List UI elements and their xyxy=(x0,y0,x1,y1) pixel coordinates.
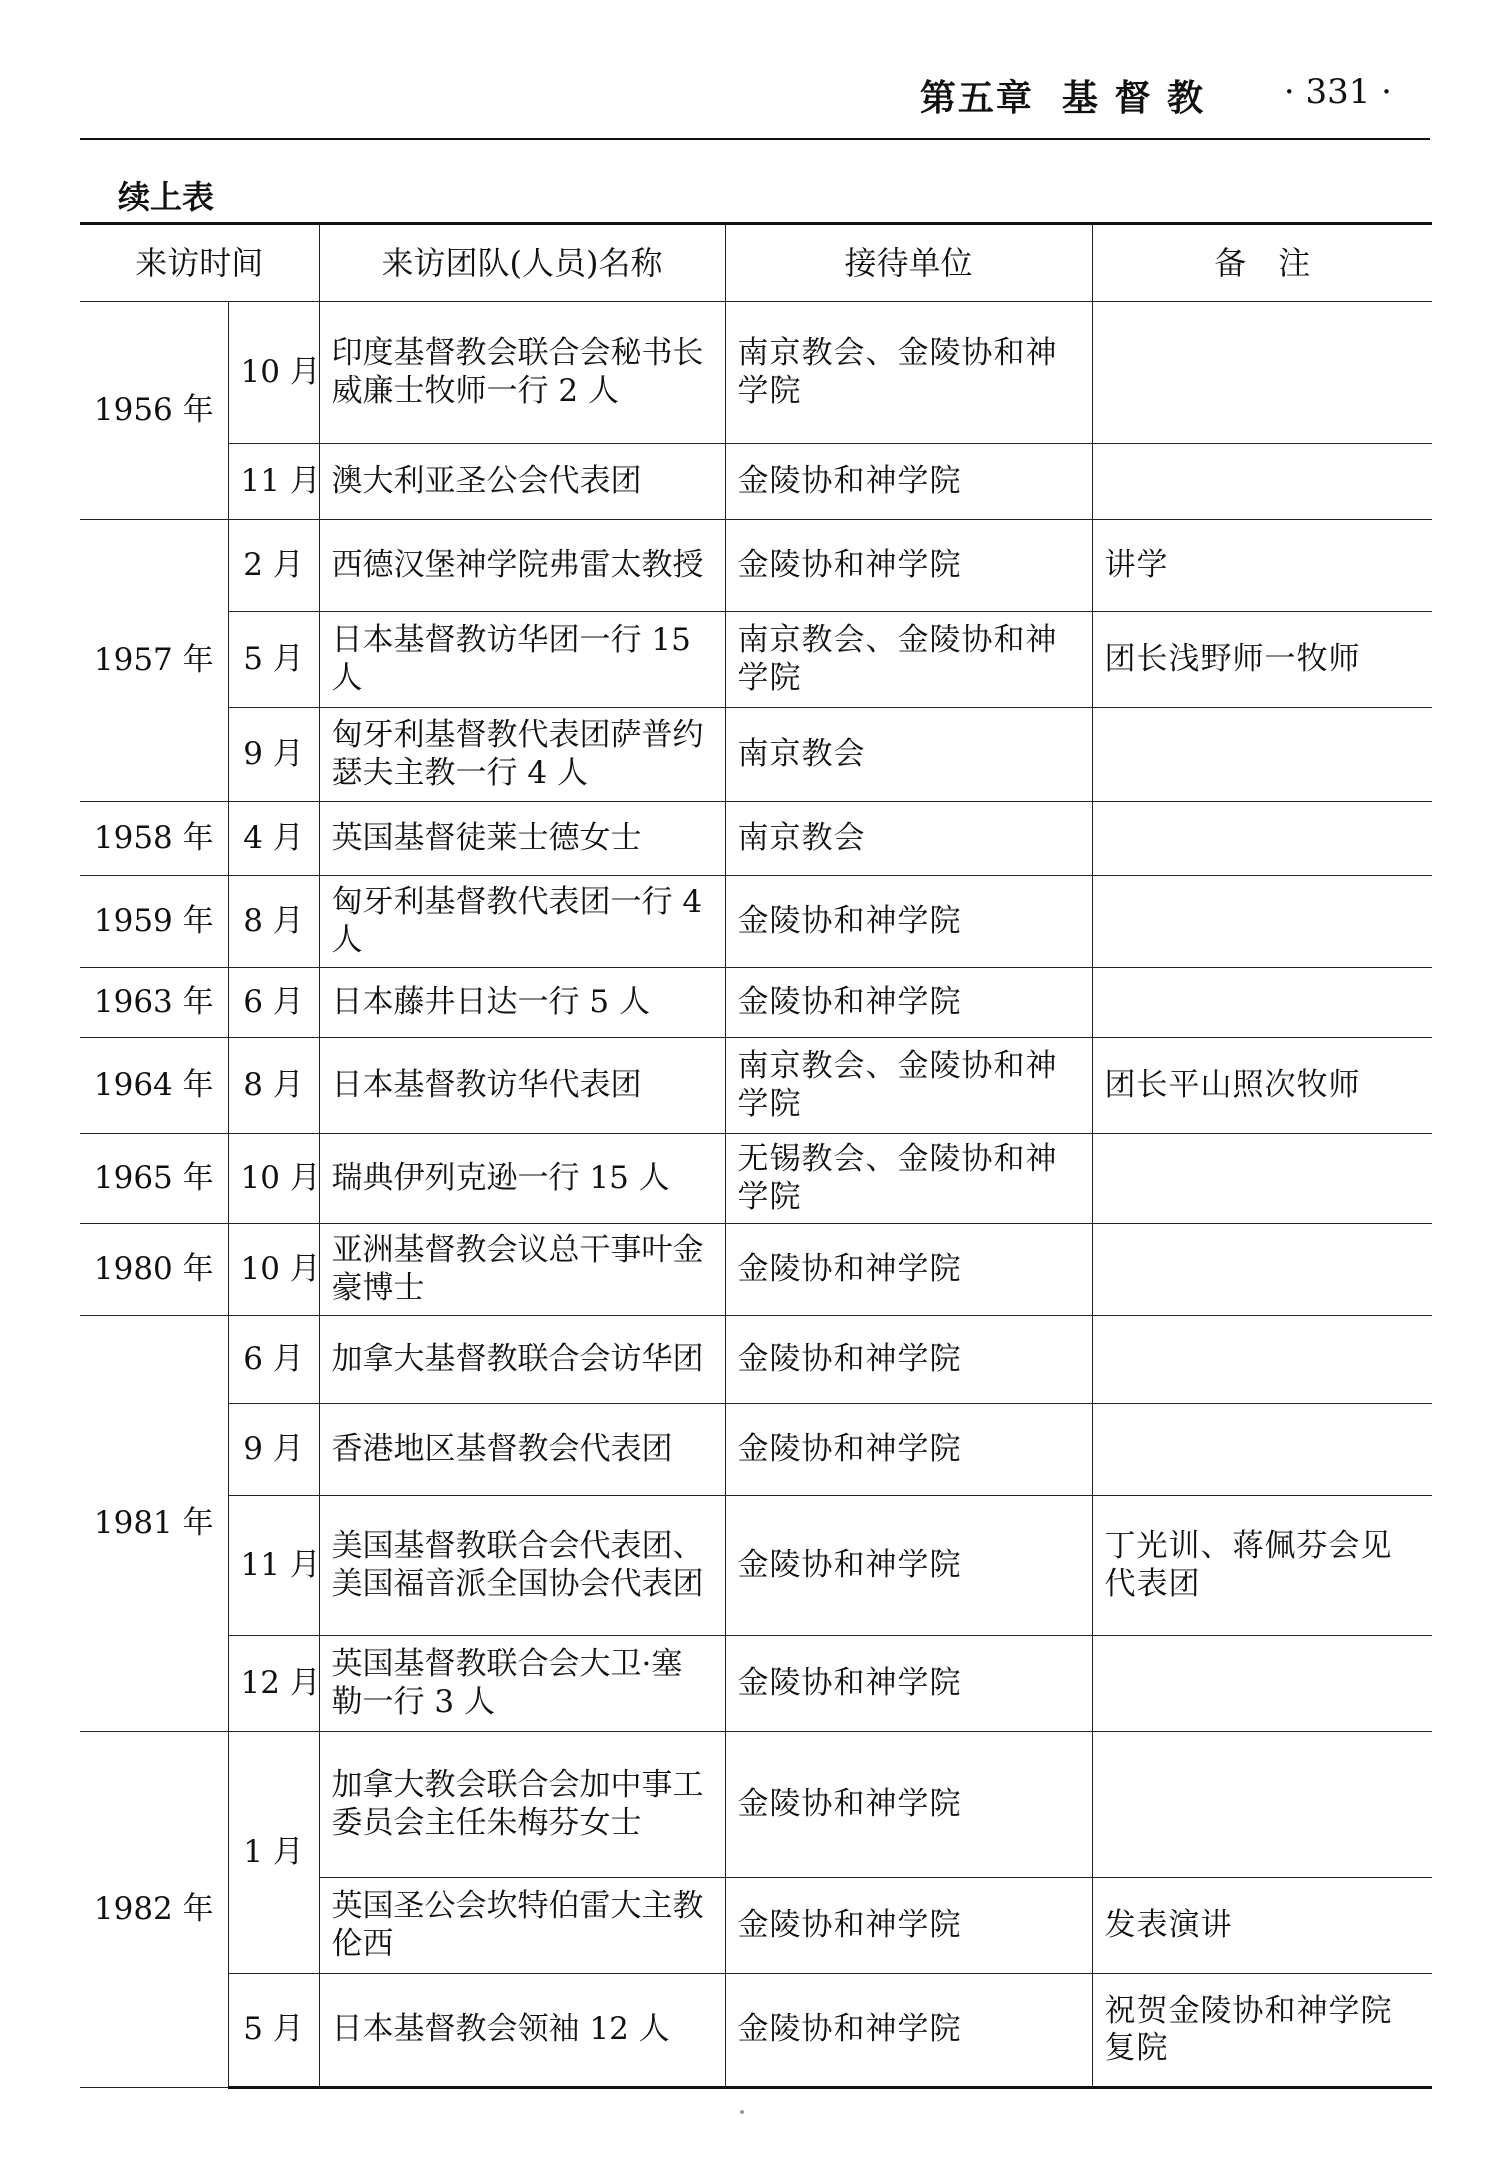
month-cell: 12 月 xyxy=(228,1636,319,1732)
delegation-cell: 西德汉堡神学院弗雷太教授 xyxy=(319,520,725,612)
host-cell: 金陵协和神学院 xyxy=(725,1878,1092,1974)
month-cell: 4 月 xyxy=(228,802,319,876)
delegation-cell: 日本基督教访华代表团 xyxy=(319,1038,725,1134)
host-cell: 南京教会、金陵协和神学院 xyxy=(725,612,1092,708)
month-cell: 6 月 xyxy=(228,1316,319,1404)
year-cell: 1956 年 xyxy=(80,302,228,520)
month-cell: 10 月 xyxy=(228,302,319,444)
host-cell: 南京教会 xyxy=(725,802,1092,876)
header-visit-time: 来访时间 xyxy=(80,224,319,302)
table-row xyxy=(80,444,1432,520)
year-cell: 1965 年 xyxy=(80,1134,228,1224)
delegation-cell: 英国圣公会坎特伯雷大主教伦西 xyxy=(319,1878,725,1974)
table-row xyxy=(80,1496,1432,1636)
delegation-cell: 日本基督教会领袖 12 人 xyxy=(319,1974,725,2088)
delegation-cell: 加拿大教会联合会加中事工委员会主任朱梅芬女士 xyxy=(319,1732,725,1878)
year-cell: 1981 年 xyxy=(80,1316,228,1732)
host-cell: 金陵协和神学院 xyxy=(725,1224,1092,1316)
year-cell: 1959 年 xyxy=(80,876,228,968)
delegation-cell: 英国基督教联合会大卫·塞勒一行 3 人 xyxy=(319,1636,725,1732)
note-cell: 祝贺金陵协和神学院复院 xyxy=(1092,1974,1432,2088)
year-cell: 1963 年 xyxy=(80,968,228,1038)
note-cell xyxy=(1092,1224,1432,1316)
year-cell: 1957 年 xyxy=(80,520,228,802)
note-cell: 发表演讲 xyxy=(1092,1878,1432,1974)
delegation-cell: 匈牙利基督教代表团萨普约瑟夫主教一行 4 人 xyxy=(319,708,725,802)
delegation-cell: 匈牙利基督教代表团一行 4 人 xyxy=(319,876,725,968)
table-row xyxy=(80,1636,1432,1732)
chapter-title: 基 督 教 xyxy=(1061,78,1205,119)
month-cell: 11 月 xyxy=(228,444,319,520)
host-cell: 金陵协和神学院 xyxy=(725,1974,1092,2088)
month-cell: 5 月 xyxy=(228,1974,319,2088)
month-cell: 2 月 xyxy=(228,520,319,612)
year-cell: 1958 年 xyxy=(80,802,228,876)
table-row xyxy=(80,1732,1432,1878)
table-row xyxy=(80,1038,1432,1134)
month-cell: 8 月 xyxy=(228,1038,319,1134)
host-cell: 无锡教会、金陵协和神学院 xyxy=(725,1134,1092,1224)
table-row xyxy=(80,1316,1432,1404)
table-row xyxy=(80,1134,1432,1224)
note-cell: 丁光训、蒋佩芬会见代表团 xyxy=(1092,1496,1432,1636)
month-cell: 9 月 xyxy=(228,708,319,802)
delegation-cell: 香港地区基督教会代表团 xyxy=(319,1404,725,1496)
table-row xyxy=(80,612,1432,708)
month-cell: 9 月 xyxy=(228,1404,319,1496)
delegation-cell: 亚洲基督教会议总干事叶金豪博士 xyxy=(319,1224,725,1316)
delegation-cell: 澳大利亚圣公会代表团 xyxy=(319,444,725,520)
month-cell: 5 月 xyxy=(228,612,319,708)
note-cell: 团长浅野师一牧师 xyxy=(1092,612,1432,708)
scan-speck xyxy=(740,2110,744,2114)
delegation-cell: 日本基督教访华团一行 15 人 xyxy=(319,612,725,708)
host-cell: 金陵协和神学院 xyxy=(725,1732,1092,1878)
month-cell: 8 月 xyxy=(228,876,319,968)
delegation-cell: 日本藤井日达一行 5 人 xyxy=(319,968,725,1038)
table-header-row xyxy=(80,224,1432,302)
note-cell: 团长平山照次牧师 xyxy=(1092,1038,1432,1134)
note-cell xyxy=(1092,302,1432,444)
host-cell: 金陵协和神学院 xyxy=(725,520,1092,612)
table-row xyxy=(80,302,1432,444)
note-cell xyxy=(1092,1732,1432,1878)
year-cell: 1982 年 xyxy=(80,1732,228,2088)
host-cell: 金陵协和神学院 xyxy=(725,444,1092,520)
note-cell xyxy=(1092,1404,1432,1496)
table-row xyxy=(80,708,1432,802)
delegation-cell: 印度基督教会联合会秘书长威廉士牧师一行 2 人 xyxy=(319,302,725,444)
delegation-cell: 美国基督教联合会代表团、美国福音派全国协会代表团 xyxy=(319,1496,725,1636)
month-cell: 11 月 xyxy=(228,1496,319,1636)
note-cell xyxy=(1092,708,1432,802)
month-cell: 6 月 xyxy=(228,968,319,1038)
note-cell xyxy=(1092,1636,1432,1732)
host-cell: 金陵协和神学院 xyxy=(725,1316,1092,1404)
host-cell: 金陵协和神学院 xyxy=(725,968,1092,1038)
host-cell: 金陵协和神学院 xyxy=(725,1404,1092,1496)
visits-table xyxy=(80,222,1432,2089)
note-cell xyxy=(1092,876,1432,968)
chapter-number: 第五章 xyxy=(919,78,1034,119)
page-number: · 331 · xyxy=(1283,72,1392,112)
table-continuation-caption: 续上表 xyxy=(118,178,215,216)
table-row xyxy=(80,876,1432,968)
host-cell: 南京教会、金陵协和神学院 xyxy=(725,302,1092,444)
table-row xyxy=(80,802,1432,876)
running-head xyxy=(80,60,1430,140)
host-cell: 金陵协和神学院 xyxy=(725,1496,1092,1636)
header-note: 备 注 xyxy=(1092,224,1432,302)
delegation-cell: 加拿大基督教联合会访华团 xyxy=(319,1316,725,1404)
header-host: 接待单位 xyxy=(725,224,1092,302)
table-row xyxy=(80,520,1432,612)
month-cell: 10 月 xyxy=(228,1134,319,1224)
year-cell: 1980 年 xyxy=(80,1224,228,1316)
host-cell: 南京教会、金陵协和神学院 xyxy=(725,1038,1092,1134)
table-row xyxy=(80,1974,1432,2088)
month-cell: 1 月 xyxy=(228,1732,319,1974)
note-cell xyxy=(1092,1316,1432,1404)
delegation-cell: 瑞典伊列克逊一行 15 人 xyxy=(319,1134,725,1224)
host-cell: 金陵协和神学院 xyxy=(725,876,1092,968)
table-row xyxy=(80,968,1432,1038)
note-cell xyxy=(1092,444,1432,520)
host-cell: 金陵协和神学院 xyxy=(725,1636,1092,1732)
chapter-heading xyxy=(920,70,1205,121)
delegation-cell: 英国基督徒莱士德女士 xyxy=(319,802,725,876)
note-cell: 讲学 xyxy=(1092,520,1432,612)
table-row xyxy=(80,1224,1432,1316)
note-cell xyxy=(1092,1134,1432,1224)
host-cell: 南京教会 xyxy=(725,708,1092,802)
note-cell xyxy=(1092,802,1432,876)
table-row xyxy=(80,1404,1432,1496)
year-cell: 1964 年 xyxy=(80,1038,228,1134)
month-cell: 10 月 xyxy=(228,1224,319,1316)
note-cell xyxy=(1092,968,1432,1038)
header-delegation: 来访团队(人员)名称 xyxy=(319,224,725,302)
